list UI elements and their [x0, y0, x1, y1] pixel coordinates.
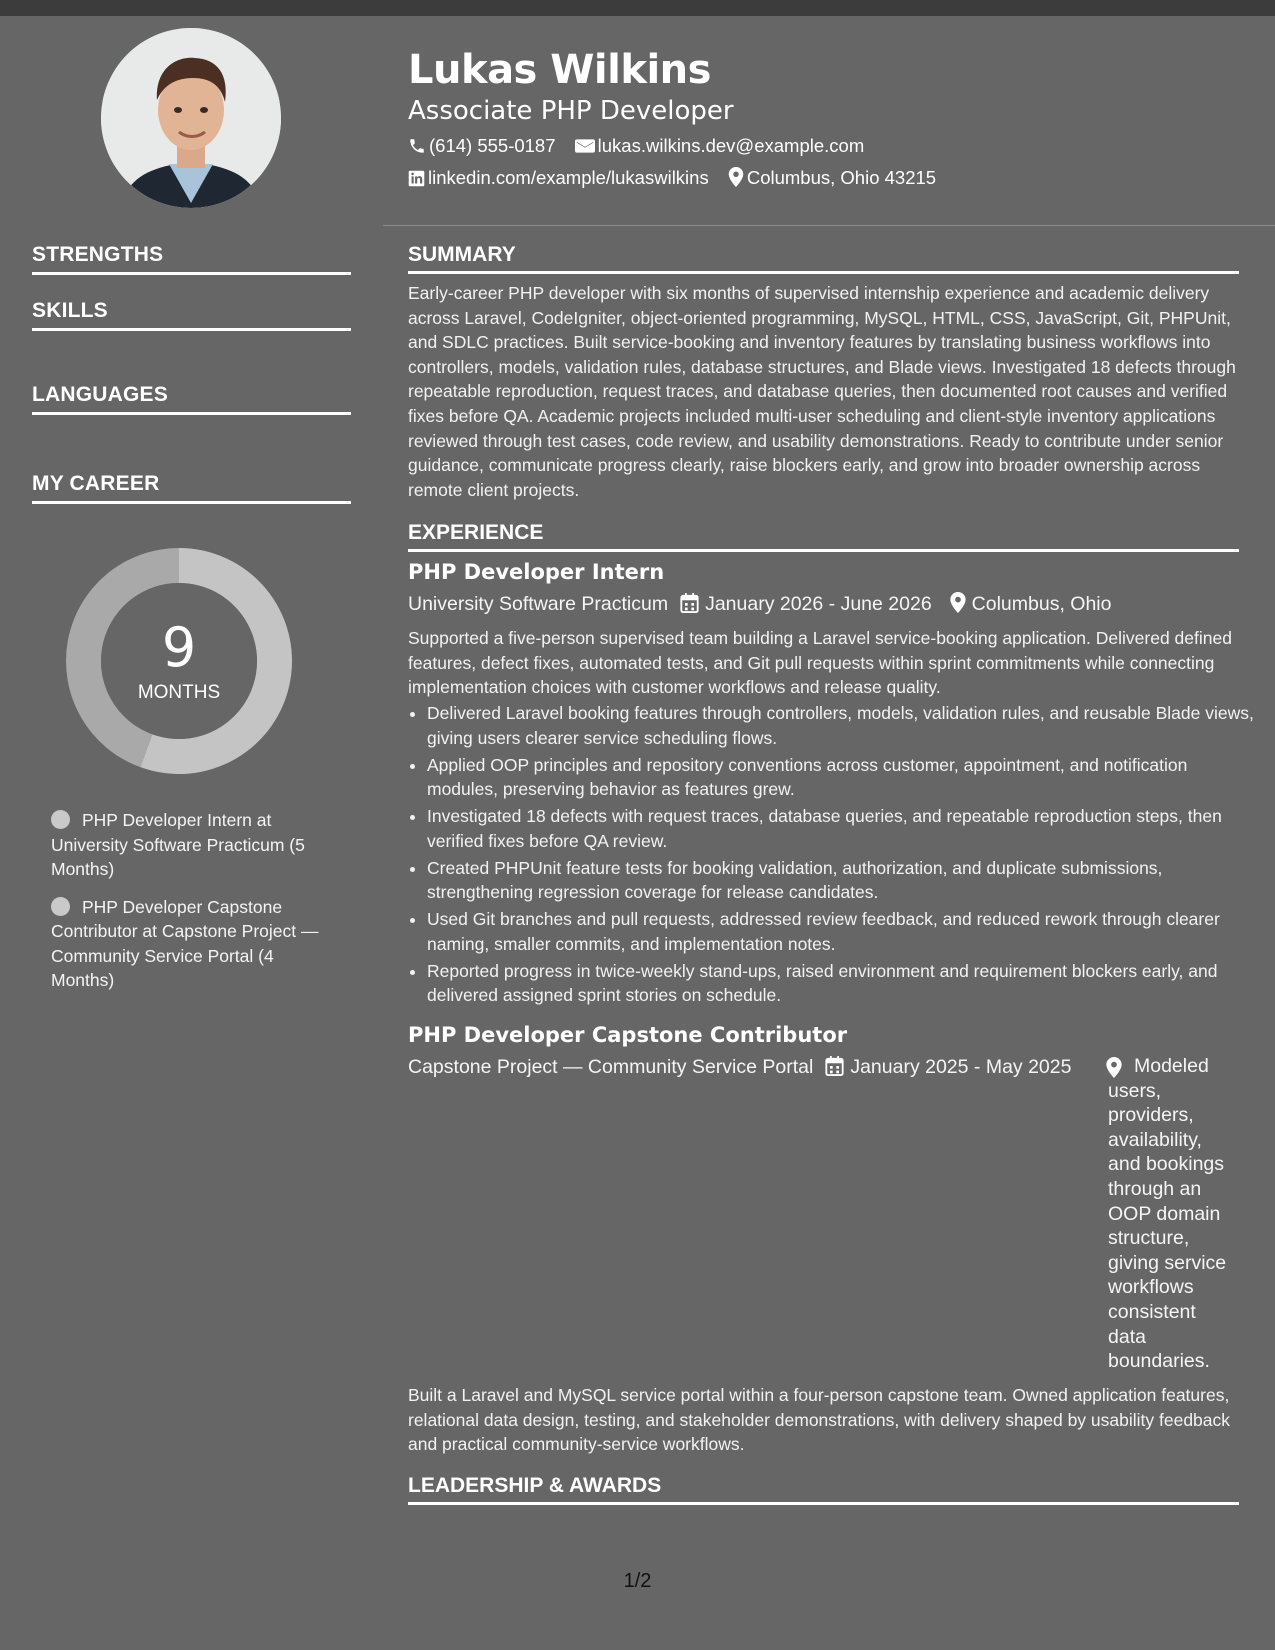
map-pin-icon	[950, 592, 966, 613]
location-text: Columbus, Ohio 43215	[746, 167, 937, 188]
page-number: 1/2	[623, 1570, 652, 1592]
job-1-title: PHP Developer Intern	[408, 560, 665, 584]
legend-dot-icon	[51, 810, 70, 829]
career-legend-text: PHP Developer Capstone Contributor at Capstone Project — Community Service Portal (4 Months)	[51, 896, 319, 990]
job-1-meta	[408, 591, 1112, 617]
list-item: • Investigated 18 defects with request traces, database queries, and repeatable reproduction steps, then verified fixes before QA review.	[427, 804, 1260, 853]
envelope-icon	[575, 137, 595, 155]
linkedin-icon	[408, 170, 425, 187]
summary-heading: SUMMARY	[408, 243, 1239, 274]
contact-row-1	[408, 134, 878, 158]
job-2-location	[1108, 1054, 1238, 1374]
job-2-company: Capstone Project — Community Service Portal	[408, 1056, 814, 1078]
email-text: lukas.wilkins.dev@example.com	[597, 135, 865, 156]
calendar-icon	[825, 1056, 844, 1076]
job-1-description: Supported a five-person supervised team building a Laravel service-booking application. Delivered defined features, defect fixes, automated tests, and Git pull requests within sprint commitments while connecting implementation choices with customer workflows and release quality.	[408, 628, 1232, 698]
phone-item[interactable]	[408, 135, 561, 156]
linkedin-text: linkedin.com/example/lukaswilkins	[428, 167, 709, 188]
contact-row-2	[408, 166, 950, 190]
list-item: • Created PHPUnit feature tests for booking validation, authorization, and duplicate submissions, strengthening regression coverage for release candidates.	[427, 856, 1260, 905]
job-2-location-text: Modeled users, providers, availability, and bookings through an OOP domain structure, giving service workflows consistent data boundaries.	[1108, 1055, 1227, 1373]
calendar-icon	[680, 593, 699, 613]
top-bar	[0, 0, 1275, 16]
linkedin-item[interactable]	[408, 167, 714, 188]
experience-heading: EXPERIENCE	[408, 521, 1239, 552]
strengths-heading: STRENGTHS	[32, 243, 351, 275]
career-total-unit: MONTHS	[137, 682, 221, 703]
list-item: • Delivered Laravel booking features through controllers, models, validation rules, and reusable Blade views, giving users clearer service scheduling flows.	[427, 701, 1260, 750]
job-2-meta	[408, 1054, 1071, 1080]
list-item: • Reported progress in twice-weekly stand-ups, raised environment and requirement blockers early, and delivered assigned sprint stories on schedule.	[427, 959, 1260, 1008]
career-legend-text: PHP Developer Intern at University Software Practicum (5 Months)	[51, 810, 305, 879]
job-1-location: Columbus, Ohio	[971, 593, 1112, 615]
job-title: Associate PHP Developer	[408, 96, 734, 126]
map-pin-icon	[728, 167, 744, 187]
leadership-heading: LEADERSHIP & AWARDS	[408, 1474, 1239, 1505]
profile-photo	[101, 28, 281, 208]
list-item: • Used Git branches and pull requests, addressed review feedback, and reduced rework through clearer naming, smaller commits, and implementation notes.	[427, 907, 1260, 956]
languages-heading: LANGUAGES	[32, 383, 351, 415]
job-1-dates: January 2026 - June 2026	[705, 593, 932, 615]
career-legend-item	[51, 808, 341, 882]
career-donut-chart	[66, 548, 292, 774]
list-item: • Applied OOP principles and repository conventions across customer, appointment, and notification modules, preserving behavior as features grew.	[427, 753, 1260, 802]
phone-text: (614) 555-0187	[429, 135, 556, 156]
job-2-dates: January 2025 - May 2025	[850, 1056, 1072, 1078]
job-1-company: University Software Practicum	[408, 593, 669, 615]
career-legend-item	[51, 895, 341, 993]
phone-icon	[408, 137, 426, 155]
summary-text: Early-career PHP developer with six months of supervised internship experience and academic delivery across Laravel, CodeIgniter, object-oriented programming, MySQL, HTML, CSS, JavaScript, Git, PHPUnit, and SDLC practices. Built service-booking and inventory features by translating business workflows into controllers, models, validation rules, database structures, and Blade views. Investigated 18 defects through repeatable reproduction, request traces, and database queries, then documented root causes and verified fixes before QA. Academic projects included multi-user scheduling and client-style inventory applications reviewed through test cases, code review, and usability demonstrations. Ready to contribute under senior guidance, communicate progress clearly, raise blockers early, and grow into broader ownership across remote client projects.	[408, 283, 1236, 500]
job-2-title: PHP Developer Capstone Contributor	[408, 1023, 848, 1047]
legend-dot-icon	[51, 897, 70, 916]
location-item	[728, 167, 936, 188]
job-1-bullets	[408, 701, 1260, 1010]
career-total-number: 9	[161, 616, 197, 679]
career-legend	[51, 808, 341, 1006]
email-item[interactable]	[575, 135, 865, 156]
job-2-description: Built a Laravel and MySQL service portal within a four-person capstone team. Owned application features, relational data design, testing, and stakeholder demonstrations, with delivery shaped by usability feedback and practical community-service workflows.	[408, 1385, 1231, 1455]
skills-heading: SKILLS	[32, 299, 351, 331]
map-pin-icon	[1106, 1057, 1122, 1078]
header-divider	[383, 225, 1275, 226]
career-heading: MY CAREER	[32, 472, 351, 504]
candidate-name: Lukas Wilkins	[408, 47, 711, 93]
